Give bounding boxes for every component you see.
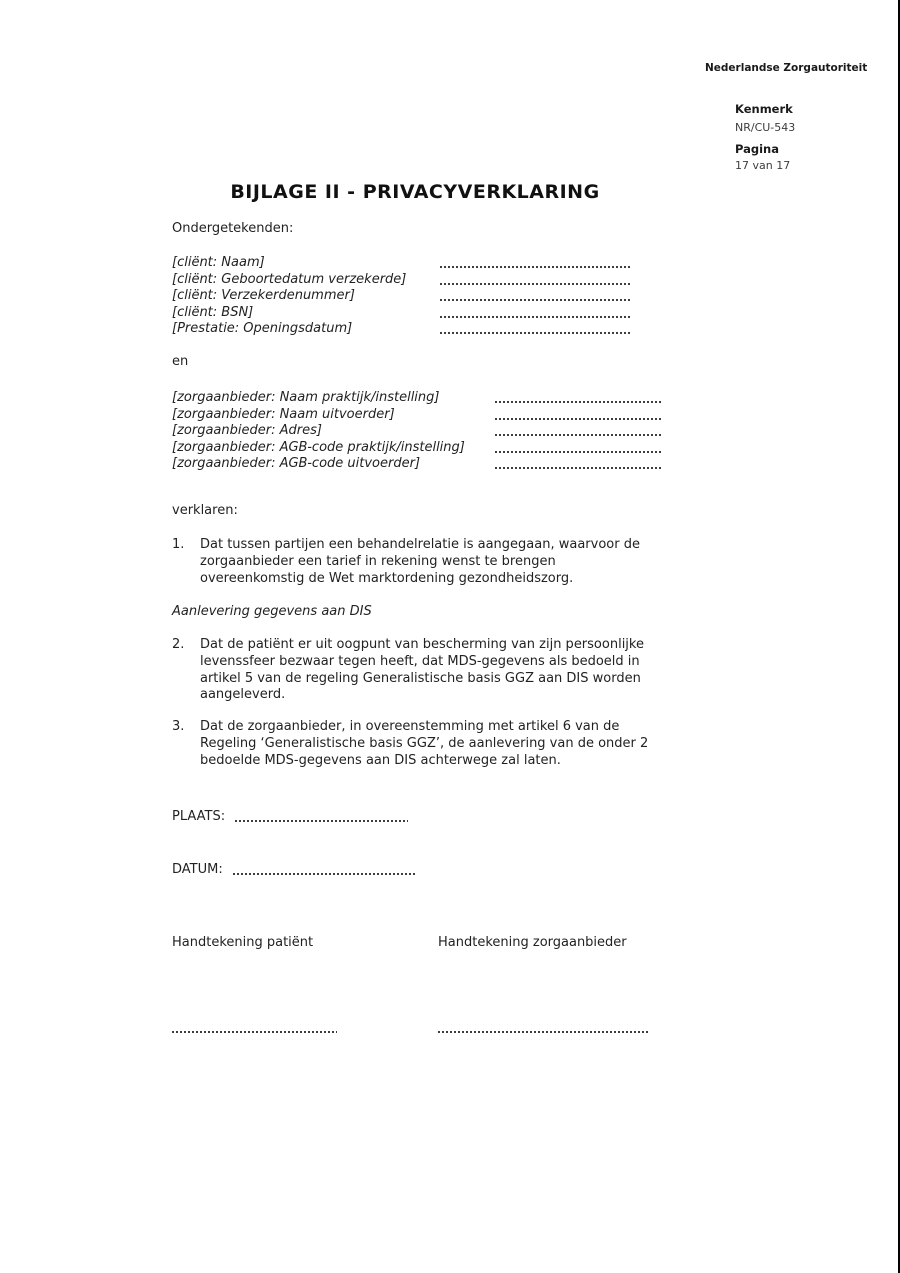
declaration-item-1 (172, 537, 662, 587)
item-text-line: levenssfeer bezwaar tegen heeft, dat MDS-gegevens als bedoeld in (200, 653, 640, 669)
client-fields-list (172, 255, 642, 338)
fill-in-dotted-line (495, 434, 661, 436)
item-number: 1. (172, 537, 185, 552)
fill-in-dotted-line (233, 873, 417, 875)
fill-in-dotted-line (495, 467, 661, 469)
item-text-line: zorgaanbieder een tarief in rekening wenst te brengen (200, 553, 556, 569)
org-name: Nederlandse Zorgautoriteit (705, 62, 868, 74)
item-text (200, 637, 662, 704)
datum-row (172, 862, 472, 879)
fill-in-dotted-line (440, 299, 632, 301)
item-text-line: Dat de patiënt er uit oogpunt van bescherming van zijn persoonlijke (200, 637, 644, 652)
fill-in-dotted-line (440, 266, 632, 268)
connector-text: en (172, 354, 189, 369)
client-field-label: [cliënt: Verzekerdenummer] (172, 288, 355, 304)
page-number: 17 van 17 (735, 159, 791, 172)
signature-label-provider: Handtekening zorgaanbieder (438, 935, 627, 950)
provider-field-row (172, 407, 672, 424)
item-text-line: bedoelde MDS-gegevens aan DIS achterwege zal laten. (200, 752, 561, 768)
provider-field-row (172, 390, 672, 407)
item-text-line: overeenkomstig de Wet marktordening gezondheidszorg. (200, 570, 574, 586)
intro-label: Ondergetekenden: (172, 221, 294, 236)
fill-in-dotted-line (440, 332, 632, 334)
client-field-row (172, 272, 642, 289)
provider-field-row (172, 440, 672, 457)
dis-section-heading: Aanlevering gegevens aan DIS (172, 604, 372, 619)
client-field-row (172, 255, 642, 272)
kenmerk-label: Kenmerk (735, 102, 793, 116)
client-field-label: [cliënt: Naam] (172, 255, 265, 270)
item-text (200, 719, 662, 769)
fill-in-dotted-line (440, 316, 632, 318)
declaration-item-3 (172, 719, 662, 769)
signature-label-patient: Handtekening patiënt (172, 935, 314, 950)
provider-fields-list (172, 390, 672, 473)
item-text-line: artikel 5 van de regeling Generalistische basis GGZ aan DIS worden (200, 670, 641, 686)
provider-field-row (172, 456, 672, 473)
fill-in-dotted-line (495, 401, 661, 403)
item-number: 2. (172, 637, 185, 652)
signature-line-patient (172, 1031, 337, 1033)
item-text-line: Regeling ‘Generalistische basis GGZ’, de aanlevering van de onder 2 (200, 735, 649, 751)
client-field-row (172, 305, 642, 322)
item-text (200, 537, 662, 587)
fill-in-dotted-line (495, 451, 661, 453)
provider-field-label: [zorgaanbieder: AGB-code uitvoerder] (172, 456, 421, 472)
provider-field-label: [zorgaanbieder: AGB-code praktijk/instelling] (172, 439, 465, 455)
provider-field-label: [zorgaanbieder: Adres] (172, 423, 322, 439)
signature-line-provider (438, 1031, 648, 1033)
plaats-row (172, 809, 472, 826)
declare-label: verklaren: (172, 503, 238, 518)
item-text-line: aangeleverd. (200, 687, 286, 703)
fill-in-dotted-line (440, 283, 632, 285)
kenmerk-value: NR/CU-543 (735, 121, 796, 134)
item-text-line: Dat de zorgaanbieder, in overeenstemming met artikel 6 van de (200, 719, 620, 734)
item-text-line: Dat tussen partijen een behandelrelatie is aangegaan, waarvoor de (200, 537, 640, 552)
provider-field-label: [zorgaanbieder: Naam uitvoerder] (172, 406, 395, 422)
client-field-row (172, 321, 642, 338)
provider-field-row (172, 423, 672, 440)
plaats-label: PLAATS: (172, 809, 226, 824)
client-field-label: [cliënt: BSN] (172, 304, 254, 320)
datum-label: DATUM: (172, 862, 223, 877)
document-title: BIJLAGE II - PRIVACYVERKLARING (230, 181, 600, 203)
pagina-label: Pagina (735, 142, 780, 156)
client-field-label: [Prestatie: Openingsdatum] (172, 321, 353, 337)
item-number: 3. (172, 719, 185, 734)
declaration-item-2 (172, 637, 662, 704)
client-field-row (172, 288, 642, 305)
client-field-label: [cliënt: Geboortedatum verzekerde] (172, 271, 407, 287)
provider-field-label: [zorgaanbieder: Naam praktijk/instelling] (172, 390, 440, 405)
fill-in-dotted-line (235, 820, 408, 822)
fill-in-dotted-line (495, 418, 661, 420)
